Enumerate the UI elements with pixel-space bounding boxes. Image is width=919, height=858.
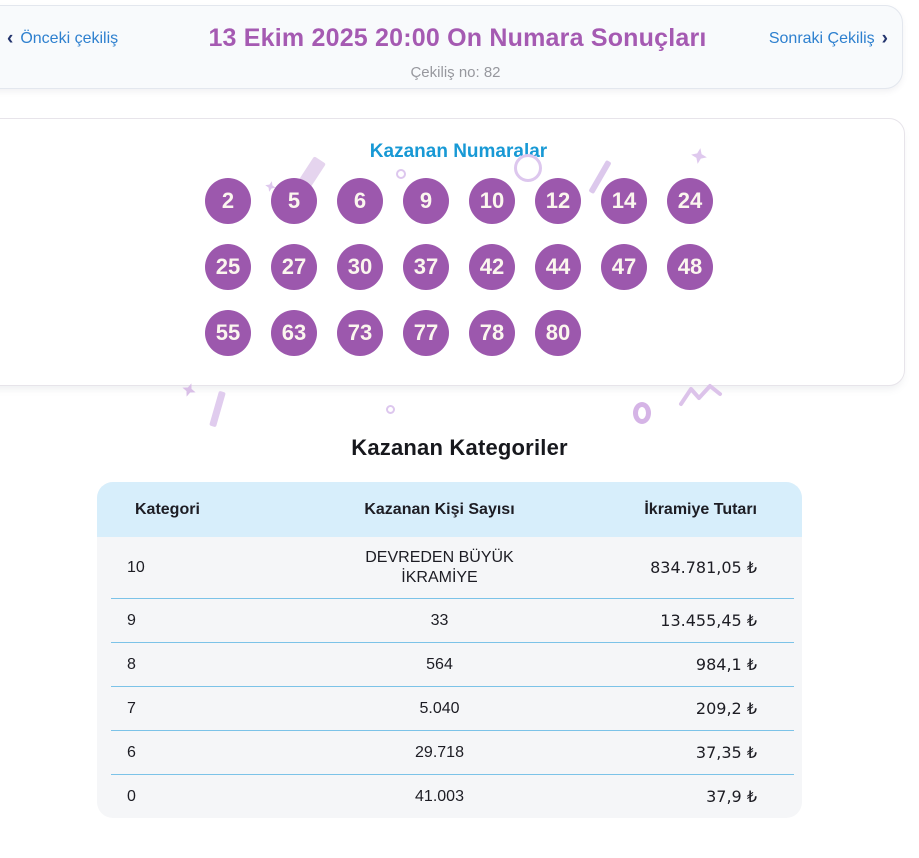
prize-cell: 37,35 ₺ [695,743,757,762]
number-ball: 37 [403,244,449,290]
category-cell: 9 [127,611,136,629]
table-row [97,687,802,730]
confetti-zigzag-icon [678,383,724,407]
confetti-slash [209,391,226,428]
number-ball: 2 [205,178,251,224]
number-ball: 44 [535,244,581,290]
winners-cell: 564 [426,655,453,673]
numbers-row-3 [205,310,713,356]
winning-numbers-title: Kazanan Numaralar [369,141,548,162]
number-ball: 77 [403,310,449,356]
prize-cell: 13.455,45 ₺ [660,611,757,630]
number-ball: 78 [469,310,515,356]
winners-cell: 5.040 [419,699,460,717]
column-header-winners: Kazanan Kişi Sayısı [364,500,515,518]
draw-header-card [0,5,903,89]
number-ball: 5 [271,178,317,224]
table-row [97,599,802,642]
number-ball: 12 [535,178,581,224]
number-ball: 10 [469,178,515,224]
column-header-category: Kategori [135,500,200,518]
winners-cell: 41.003 [415,787,464,805]
category-cell: 8 [127,655,136,673]
number-ball: 47 [601,244,647,290]
category-cell: 10 [127,558,145,576]
number-ball: 25 [205,244,251,290]
categories-table [97,482,802,818]
table-row [97,775,802,818]
previous-draw-link[interactable] [7,29,118,48]
numbers-row-1 [205,178,713,224]
category-cell: 6 [127,743,136,761]
number-ball: 63 [271,310,317,356]
prize-cell: 984,1 ₺ [695,655,757,674]
table-header-row [97,482,802,537]
winners-text: DEVREDEN BÜYÜK İKRAMİYE [365,548,514,586]
number-ball: 9 [403,178,449,224]
previous-draw-label: Önceki çekiliş [20,29,119,47]
winners-cell: 33 [430,611,449,629]
page-title: 13 Ekim 2025 20:00 On Numara Sonuçları [208,24,707,52]
number-ball: 24 [667,178,713,224]
number-ball: 30 [337,244,383,290]
number-ball: 73 [337,310,383,356]
confetti-sparkle-icon [690,147,709,166]
confetti-ring-bold [633,402,651,424]
winners-cell [312,548,567,588]
number-ball: 48 [667,244,713,290]
next-draw-label: Sonraki Çekiliş [768,29,875,47]
number-ball: 42 [469,244,515,290]
numbers-row-2 [205,244,713,290]
number-ball: 80 [535,310,581,356]
confetti-ring-large [514,154,542,182]
draw-number: Çekiliş no: 82 [410,64,501,81]
category-cell: 7 [127,699,136,717]
table-row [97,537,802,598]
prize-cell: 209,2 ₺ [695,699,757,718]
categories-title: Kazanan Kategoriler [351,435,568,460]
table-row [97,731,802,774]
winning-numbers-card [0,118,905,386]
prize-cell: 37,9 ₺ [706,787,757,806]
column-header-prize: İkramiye Tutarı [644,500,757,518]
confetti-ring-small [396,169,406,179]
prize-cell: 834.781,05 ₺ [650,558,757,577]
chevron-right-icon: › [881,28,888,49]
next-draw-link[interactable] [769,29,888,48]
category-cell: 0 [127,787,136,805]
confetti-ring-tiny [386,405,395,414]
winning-numbers-grid [205,178,713,356]
number-ball: 27 [271,244,317,290]
table-row [97,643,802,686]
number-ball: 55 [205,310,251,356]
number-ball: 14 [601,178,647,224]
number-ball: 6 [337,178,383,224]
winners-cell: 29.718 [415,743,464,761]
chevron-left-icon: ‹ [7,28,14,49]
